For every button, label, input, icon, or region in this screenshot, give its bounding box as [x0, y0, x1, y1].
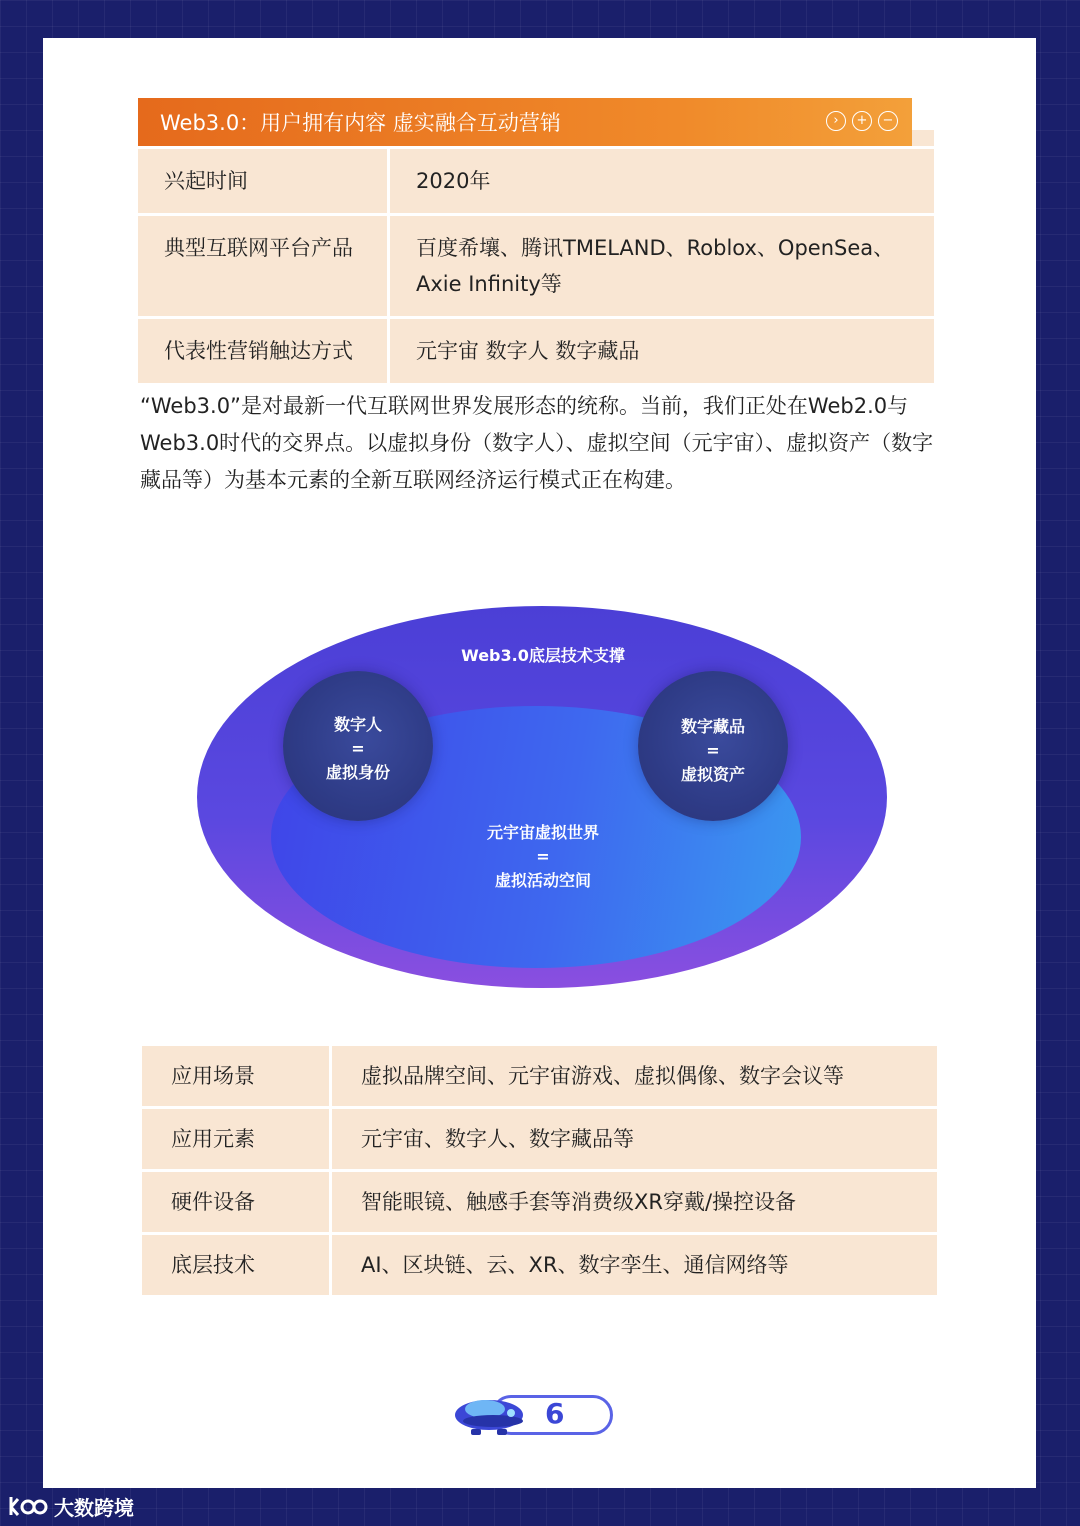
header-controls: [826, 111, 898, 131]
intro-paragraph: “Web3.0”是对最新一代互联网世界发展形态的统称。当前，我们正处在Web2.0与Web3.0时代的交界点。以虚拟身份（数字人）、虚拟空间（元宇宙）、虚拟资产（数字藏品等）为基本元素的全新互联网经济运行模式正在构建。: [140, 394, 934, 492]
document-page: [43, 38, 1036, 1488]
table-row: [142, 1169, 937, 1232]
table-row: [138, 213, 934, 316]
label-line: 虚拟身份: [325, 763, 390, 782]
application-table: [142, 1046, 937, 1295]
table-row: [138, 146, 934, 213]
watermark: [8, 1490, 134, 1522]
row-key: 代表性营销触达方式: [138, 319, 390, 383]
row-key: 硬件设备: [142, 1172, 332, 1232]
chevron-right-icon: ›: [826, 111, 846, 131]
row-value: 2020年: [390, 149, 934, 213]
row-value: 百度希壤、腾讯TMELAND、Roblox、OpenSea、Axie Infinity等: [390, 216, 934, 316]
row-value: 虚拟品牌空间、元宇宙游戏、虚拟偶像、数字会议等: [332, 1046, 937, 1106]
outer-label: Web3.0底层技术支撑: [461, 646, 625, 665]
row-value: 智能眼镜、触感手套等消费级XR穿戴/操控设备: [332, 1172, 937, 1232]
label-line: 数字藏品: [680, 717, 745, 736]
label-line: 数字人: [333, 715, 382, 734]
page-number-badge: [453, 1391, 618, 1441]
table-row: [138, 316, 934, 383]
table-row: [142, 1232, 937, 1295]
web3-diagram: [193, 603, 893, 993]
table-row: [142, 1046, 937, 1106]
label-line: =: [706, 741, 720, 760]
brand-logo-icon: [8, 1493, 48, 1519]
row-value: AI、区块链、云、XR、数字孪生、通信网络等: [332, 1235, 937, 1295]
label-line: =: [351, 739, 365, 758]
table-title: Web3.0：用户拥有内容 虚实融合互动营销: [160, 111, 561, 135]
label-line: 元宇宙虚拟世界: [486, 823, 599, 842]
web3-summary-table: [138, 98, 934, 383]
row-key: 底层技术: [142, 1235, 332, 1295]
spaceship-icon: [453, 1391, 533, 1441]
label-line: =: [536, 847, 550, 866]
row-key: 应用场景: [142, 1046, 332, 1106]
label-line: 虚拟活动空间: [494, 871, 591, 890]
row-value: 元宇宙、数字人、数字藏品等: [332, 1109, 937, 1169]
row-value: 元宇宙 数字人 数字藏品: [390, 319, 934, 383]
row-key: 典型互联网平台产品: [138, 216, 390, 316]
row-key: 兴起时间: [138, 149, 390, 213]
left-circle-label: [283, 713, 433, 785]
minus-icon: −: [878, 111, 898, 131]
watermark-text: 大数跨境: [54, 1495, 134, 1520]
page-number: 6: [545, 1397, 565, 1430]
label-line: 虚拟资产: [680, 765, 745, 784]
right-circle-label: [638, 715, 788, 787]
table-header: [138, 98, 912, 146]
row-key: 应用元素: [142, 1109, 332, 1169]
table-row: [142, 1106, 937, 1169]
center-label: [413, 821, 673, 893]
plus-icon: +: [852, 111, 872, 131]
